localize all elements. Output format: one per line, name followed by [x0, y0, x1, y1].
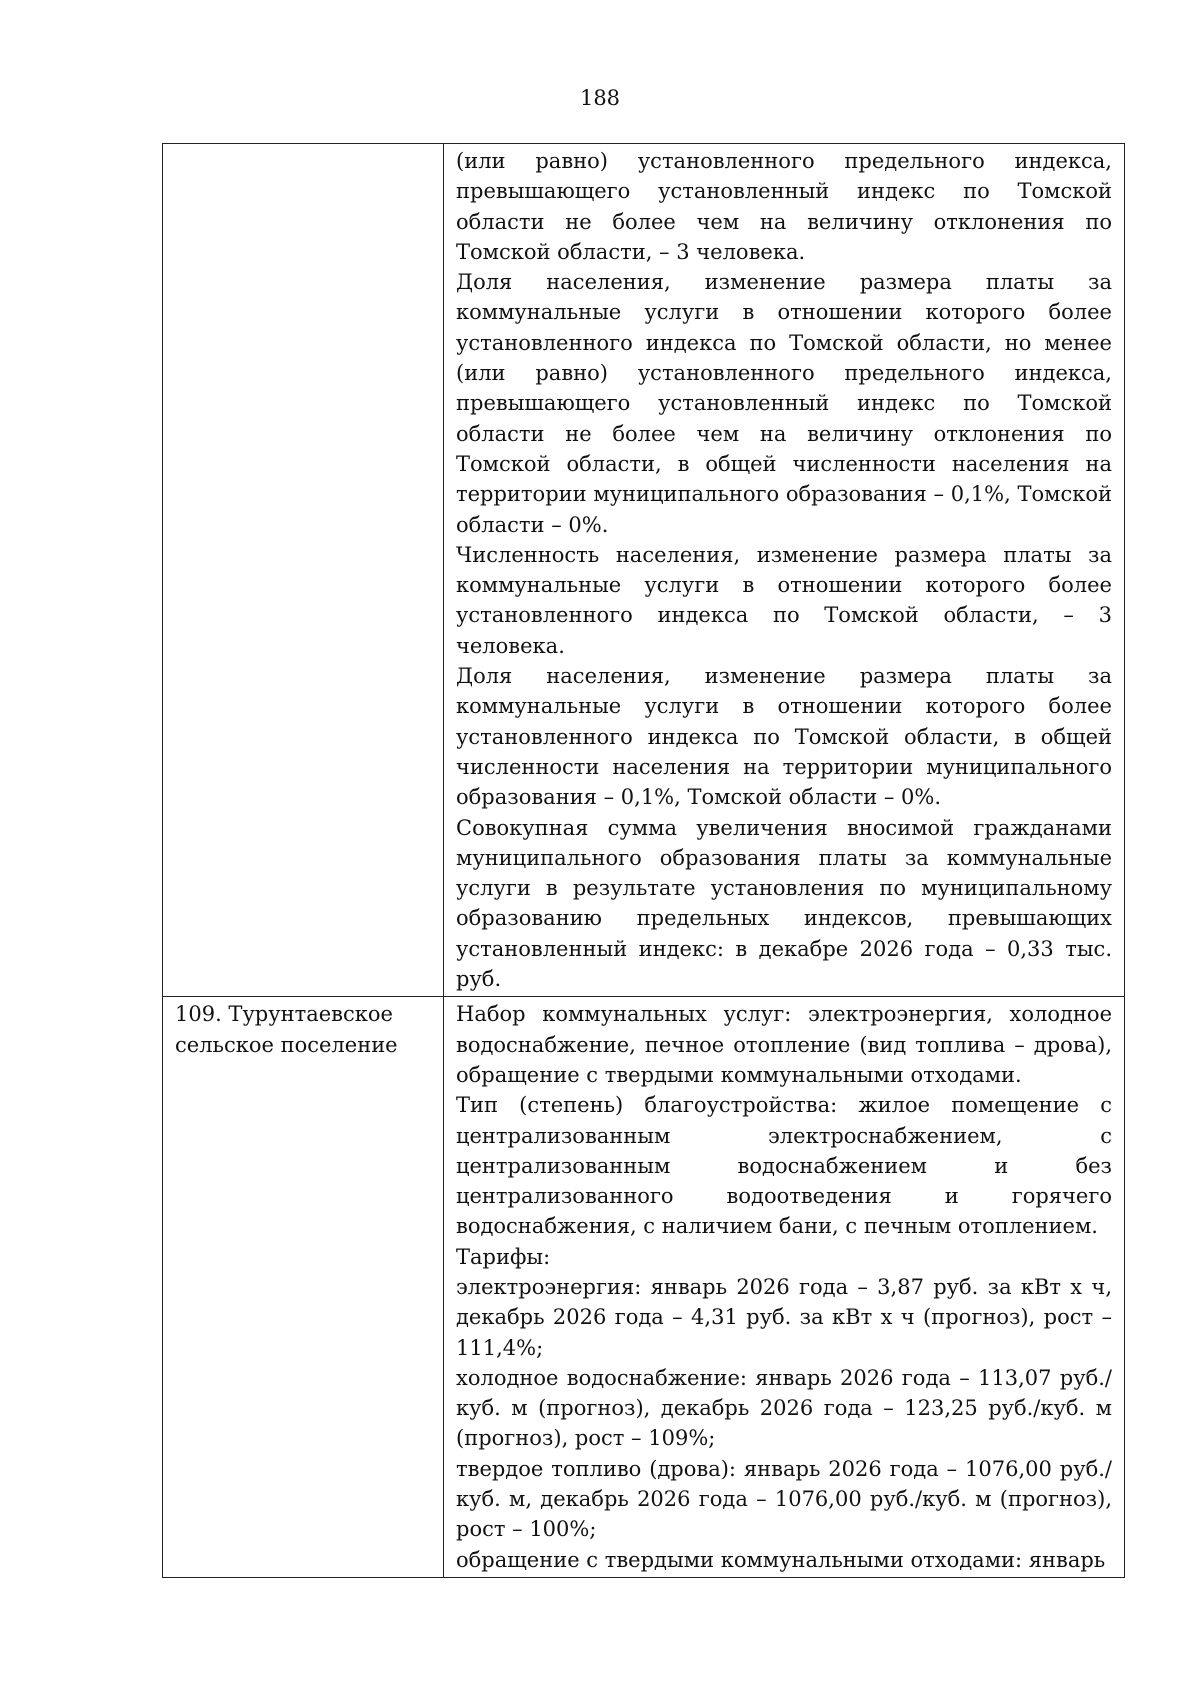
- description-cell: [444, 997, 1125, 1578]
- municipality-cell: [163, 997, 444, 1578]
- paragraph: Тарифы:: [456, 1244, 551, 1269]
- table-row: [163, 997, 1125, 1578]
- page-number: 188: [579, 86, 621, 110]
- paragraph: (или равно) установленного предельного индекса, превышающего установленный индекс по Томской области не более чем на величину отклонения по Томской области, – 3 человека.: [456, 149, 1112, 264]
- paragraph: Совокупная сумма увеличения вносимой гражданами муниципального образования платы за коммунальные услуги в результате установления по муниципальному образованию предельных индексов, превышающих установленный индекс: в декабре 2026 года – 0,33 тыс. руб.: [456, 815, 1112, 992]
- paragraph: Набор коммунальных услуг: электроэнергия, холодное водоснабжение, печное отопление (вид топлива – дрова), обращение с твердыми коммунальными отходами.: [456, 1002, 1112, 1087]
- table-row: [163, 144, 1125, 997]
- document-table: [162, 143, 1125, 1578]
- paragraph: обращение с твердыми коммунальными отходами: январь: [456, 1547, 1106, 1572]
- paragraph: холодное водоснабжение: январь 2026 года – 113,07 руб./куб. м (прогноз), декабрь 2026 года – 123,25 руб./куб. м (прогноз), рост – 109%;: [456, 1365, 1112, 1451]
- paragraph: Доля населения, изменение размера платы за коммунальные услуги в отношении которого более установленного индекса по Томской области, но менее (или равно) установленного предельного индекса, превышающего установленный индекс по Томской области не более чем на величину отклонения по Томской области, в общей численности населения на территории муниципального образования – 0,1%, Томской области – 0%.: [456, 270, 1112, 537]
- paragraph: электроэнергия: январь 2026 года – 3,87 руб. за кВт х ч, декабрь 2026 года – 4,31 руб. за кВт х ч (прогноз), рост – 111,4%;: [456, 1274, 1112, 1360]
- municipality-label: 109. Турунтаевское сельское поселение: [175, 1002, 398, 1057]
- paragraph: твердое топливо (дрова): январь 2026 года – 1076,00 руб./куб. м, декабрь 2026 года – 1076,00 руб./куб. м (прогноз), рост – 100%;: [456, 1456, 1112, 1542]
- paragraph: Численность населения, изменение размера платы за коммунальные услуги в отношении которого более установленного индекса по Томской области, – 3 человека.: [456, 542, 1112, 658]
- municipality-cell: [163, 144, 444, 997]
- description-cell: [444, 144, 1125, 997]
- paragraph: Доля населения, изменение размера платы за коммунальные услуги в отношении которого более установленного индекса по Томской области, в общей численности населения на территории муниципального образования – 0,1%, Томской области – 0%.: [456, 664, 1112, 810]
- paragraph: Тип (степень) благоустройства: жилое помещение с централизованным электроснабжением, с централизованным водоснабжением и без централизованного водоотведения и горячего водоснабжения, с наличием бани, с печным отоплением.: [456, 1093, 1112, 1239]
